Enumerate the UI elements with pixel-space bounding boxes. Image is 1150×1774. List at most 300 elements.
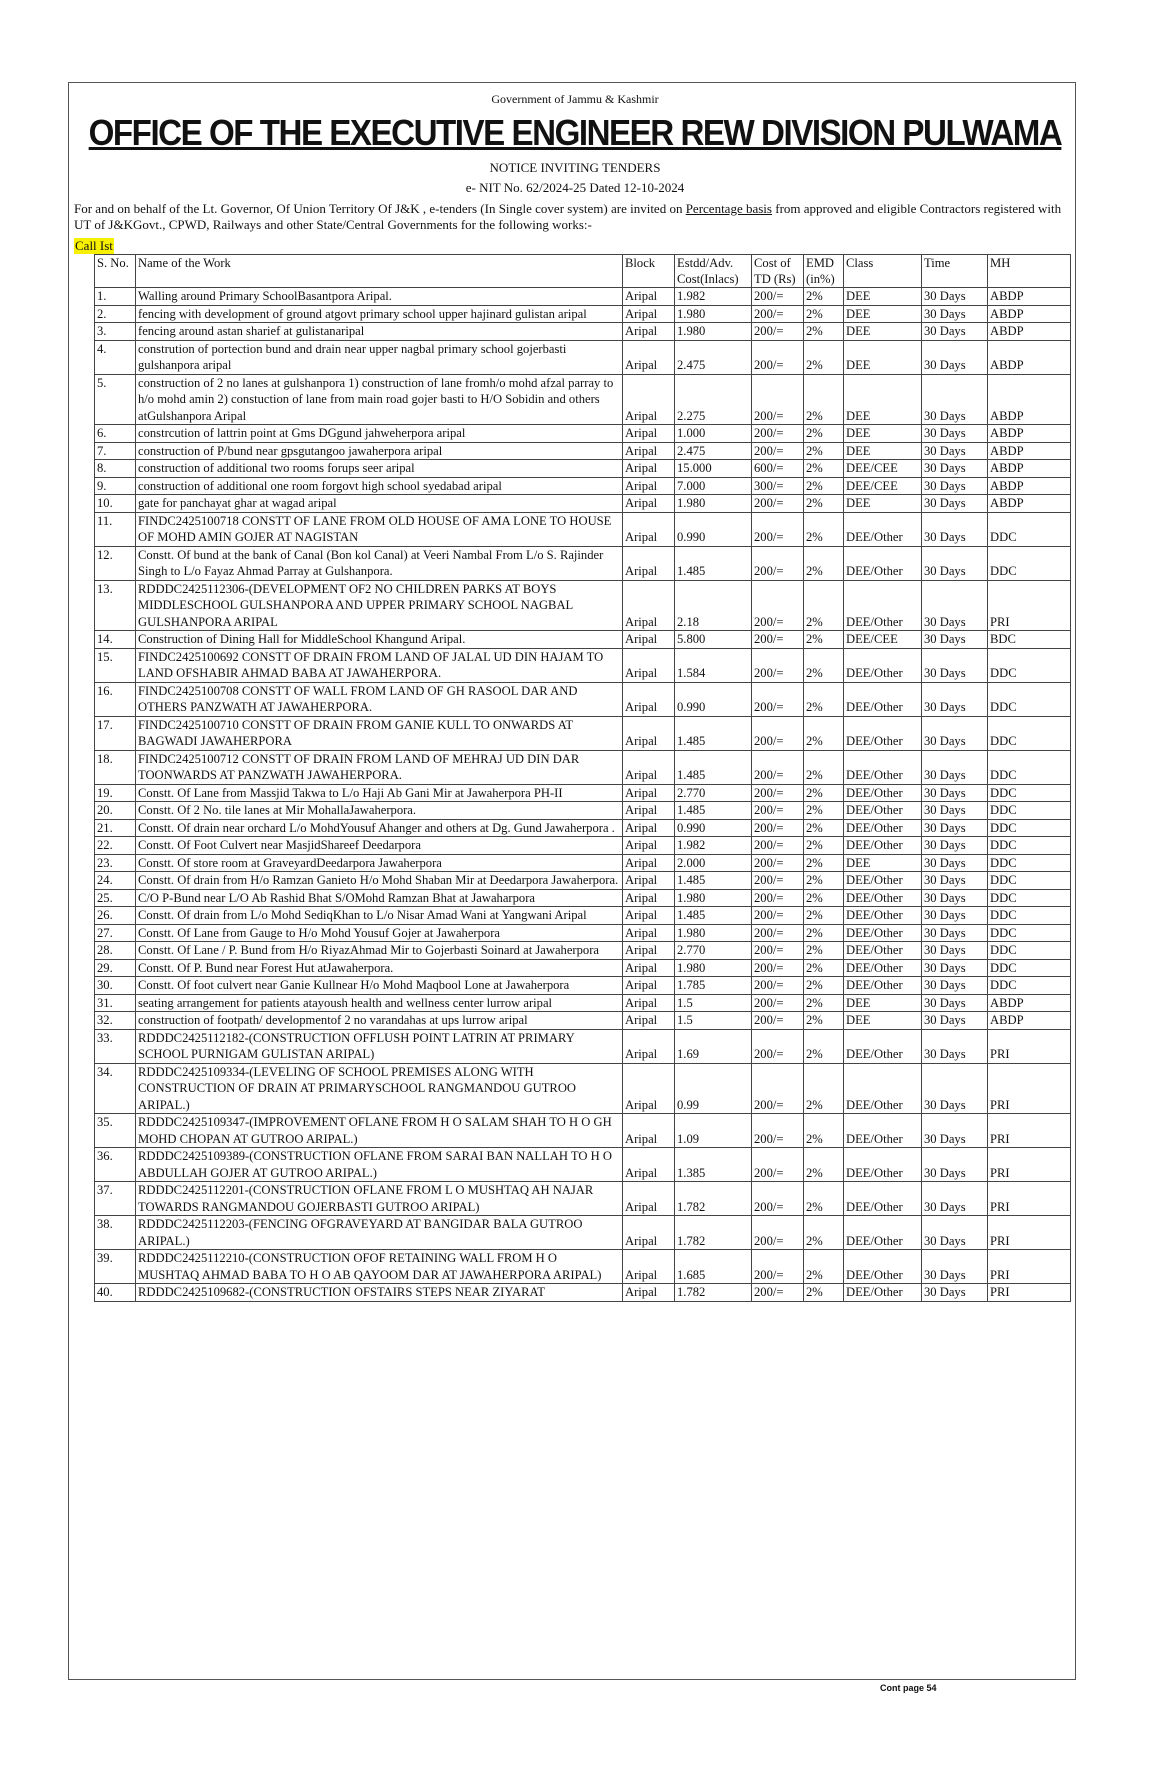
row-emd: 2% (804, 1216, 844, 1250)
row-time: 30 Days (922, 1114, 988, 1148)
row-cost: 2.000 (675, 854, 752, 872)
table-row (95, 994, 1071, 1012)
row-td: 200/= (752, 802, 804, 820)
row-time: 30 Days (922, 750, 988, 784)
row-time: 30 Days (922, 977, 988, 995)
row-mh: PRI (988, 1114, 1071, 1148)
row-class: DEE/Other (844, 924, 922, 942)
row-time: 30 Days (922, 924, 988, 942)
col-class: Class (844, 255, 922, 288)
percentage-basis: Percentage basis (685, 201, 772, 216)
row-sno: 4. (95, 340, 136, 374)
row-time: 30 Days (922, 907, 988, 925)
row-work: Constt. Of 2 No. tile lanes at Mir MohallaJawaherpora. (136, 802, 623, 820)
row-sno: 16. (95, 682, 136, 716)
row-td: 200/= (752, 837, 804, 855)
row-td: 200/= (752, 580, 804, 631)
row-td: 200/= (752, 512, 804, 546)
row-block: Aripal (623, 1063, 675, 1114)
row-sno: 8. (95, 460, 136, 478)
table-row (95, 442, 1071, 460)
row-block: Aripal (623, 942, 675, 960)
row-time: 30 Days (922, 889, 988, 907)
row-sno: 3. (95, 323, 136, 341)
row-emd: 2% (804, 1284, 844, 1302)
row-emd: 2% (804, 942, 844, 960)
table-row (95, 819, 1071, 837)
row-work: FINDC2425100708 CONSTT OF WALL FROM LAND OF GH RASOOL DAR AND OTHERS PANZWATH AT JAWAHERPORA. (136, 682, 623, 716)
row-cost: 1.980 (675, 495, 752, 513)
row-td: 300/= (752, 477, 804, 495)
row-mh: DDC (988, 854, 1071, 872)
notice-heading: NOTICE INVITING TENDERS (489, 160, 661, 175)
row-sno: 38. (95, 1216, 136, 1250)
table-row (95, 1148, 1071, 1182)
row-emd: 2% (804, 648, 844, 682)
row-cost: 1.980 (675, 924, 752, 942)
row-mh: DDC (988, 872, 1071, 890)
row-cost: 1.485 (675, 750, 752, 784)
row-mh: PRI (988, 1216, 1071, 1250)
row-class: DEE/Other (844, 1250, 922, 1284)
row-cost: 1.5 (675, 1012, 752, 1030)
row-class: DEE/CEE (844, 460, 922, 478)
row-block: Aripal (623, 425, 675, 443)
row-class: DEE/Other (844, 819, 922, 837)
row-work: RDDDC2425112201-(CONSTRUCTION OFLANE FROM L O MUSHTAQ AH NAJAR TOWARDS RANGMANDOU GOJERBASTI GUTROO ARIPAL) (136, 1182, 623, 1216)
row-cost: 1.980 (675, 323, 752, 341)
row-emd: 2% (804, 580, 844, 631)
row-mh: PRI (988, 1029, 1071, 1063)
row-emd: 2% (804, 802, 844, 820)
row-mh: DDC (988, 924, 1071, 942)
row-block: Aripal (623, 648, 675, 682)
row-td: 200/= (752, 994, 804, 1012)
nit-number: e- NIT No. 62/2024-25 Dated 12-10-2024 (465, 180, 685, 195)
row-work: Constt. Of bund at the bank of Canal (Bon kol Canal) at Veeri Nambal From L/o S. Rajinder Singh to L/o Fayaz Ahmad Parray at Gulshanpora. (136, 546, 623, 580)
row-class: DEE/Other (844, 907, 922, 925)
row-time: 30 Days (922, 837, 988, 855)
row-emd: 2% (804, 1012, 844, 1030)
government-line: Government of Jammu & Kashmir (491, 92, 659, 106)
row-cost: 1.485 (675, 716, 752, 750)
table-row (95, 1063, 1071, 1114)
row-work: FINDC2425100692 CONSTT OF DRAIN FROM LAND OF JALAL UD DIN HAJAM TO LAND OFSHABIR AHMAD BABA AT JAWAHERPORA. (136, 648, 623, 682)
row-class: DEE/CEE (844, 477, 922, 495)
office-title: OFFICE OF THE EXECUTIVE ENGINEER REW DIVISION PULWAMA (88, 112, 1062, 153)
works-table (94, 254, 1071, 1302)
row-mh: ABDP (988, 374, 1071, 425)
table-row (95, 425, 1071, 443)
row-class: DEE (844, 323, 922, 341)
row-work: Constt. Of drain from H/o Ramzan Ganieto H/o Mohd Shaban Mir at Deedarpora Jawaherpora. (136, 872, 623, 890)
row-time: 30 Days (922, 1148, 988, 1182)
row-cost: 0.990 (675, 819, 752, 837)
row-sno: 2. (95, 305, 136, 323)
row-emd: 2% (804, 994, 844, 1012)
row-td: 600/= (752, 460, 804, 478)
table-row (95, 716, 1071, 750)
row-class: DEE/Other (844, 1063, 922, 1114)
row-work: FINDC2425100710 CONSTT OF DRAIN FROM GANIE KULL TO ONWARDS AT BAGWADI JAWAHERPORA (136, 716, 623, 750)
row-emd: 2% (804, 977, 844, 995)
row-cost: 1.485 (675, 907, 752, 925)
row-mh: PRI (988, 1250, 1071, 1284)
row-work: construction of additional one room forgovt high school syedabad aripal (136, 477, 623, 495)
intro-text-2: from approved and eligible Contractors registered with UT of J&KGovt., CPWD, Railways and other State/Central Governments for the following works:- (74, 201, 1062, 232)
table-row (95, 1182, 1071, 1216)
row-work: Construction of Dining Hall for MiddleSchool Khangund Aripal. (136, 631, 623, 649)
row-block: Aripal (623, 1284, 675, 1302)
row-time: 30 Days (922, 682, 988, 716)
row-mh: PRI (988, 1063, 1071, 1114)
row-time: 30 Days (922, 546, 988, 580)
row-sno: 22. (95, 837, 136, 855)
table-row (95, 631, 1071, 649)
row-block: Aripal (623, 907, 675, 925)
row-class: DEE/Other (844, 648, 922, 682)
row-cost: 1.785 (675, 977, 752, 995)
row-mh: PRI (988, 580, 1071, 631)
row-time: 30 Days (922, 1012, 988, 1030)
row-block: Aripal (623, 631, 675, 649)
row-mh: DDC (988, 942, 1071, 960)
row-block: Aripal (623, 1012, 675, 1030)
row-mh: DDC (988, 648, 1071, 682)
row-time: 30 Days (922, 477, 988, 495)
col-time: Time (922, 255, 988, 288)
row-class: DEE (844, 854, 922, 872)
row-emd: 2% (804, 959, 844, 977)
table-row (95, 512, 1071, 546)
row-cost: 1.980 (675, 305, 752, 323)
table-row (95, 323, 1071, 341)
row-class: DEE/Other (844, 977, 922, 995)
row-mh: ABDP (988, 1012, 1071, 1030)
row-time: 30 Days (922, 959, 988, 977)
row-td: 200/= (752, 942, 804, 960)
row-cost: 15.000 (675, 460, 752, 478)
row-td: 200/= (752, 924, 804, 942)
row-time: 30 Days (922, 648, 988, 682)
row-block: Aripal (623, 994, 675, 1012)
row-class: DEE/Other (844, 750, 922, 784)
row-cost: 0.990 (675, 682, 752, 716)
row-cost: 2.475 (675, 442, 752, 460)
row-mh: DDC (988, 889, 1071, 907)
row-class: DEE/Other (844, 1148, 922, 1182)
row-sno: 21. (95, 819, 136, 837)
row-time: 30 Days (922, 1216, 988, 1250)
row-emd: 2% (804, 682, 844, 716)
row-block: Aripal (623, 959, 675, 977)
row-td: 200/= (752, 977, 804, 995)
row-work: RDDDC2425109389-(CONSTRUCTION OFLANE FROM SARAI BAN NALLAH TO H O ABDULLAH GOJER AT GUTROO ARIPAL.) (136, 1148, 623, 1182)
table-row (95, 305, 1071, 323)
row-sno: 36. (95, 1148, 136, 1182)
row-block: Aripal (623, 682, 675, 716)
row-mh: ABDP (988, 994, 1071, 1012)
row-td: 200/= (752, 648, 804, 682)
table-row (95, 1012, 1071, 1030)
row-block: Aripal (623, 323, 675, 341)
table-row (95, 288, 1071, 306)
table-row (95, 942, 1071, 960)
row-mh: DDC (988, 802, 1071, 820)
row-class: DEE/Other (844, 889, 922, 907)
row-work: construction of 2 no lanes at gulshanpora 1) construction of lane fromh/o mohd afzal parray to h/o mohd amin 2) constuction of lane from main road gojer basti to H/O Sobidin and others atGulshanpora Aripal (136, 374, 623, 425)
row-cost: 1.385 (675, 1148, 752, 1182)
row-block: Aripal (623, 1148, 675, 1182)
table-row (95, 374, 1071, 425)
row-work: construction of additional two rooms forups seer aripal (136, 460, 623, 478)
row-class: DEE/CEE (844, 631, 922, 649)
row-work: Constt. Of store room at GraveyardDeedarpora Jawaherpora (136, 854, 623, 872)
row-class: DEE/Other (844, 546, 922, 580)
row-block: Aripal (623, 802, 675, 820)
row-mh: DDC (988, 837, 1071, 855)
row-sno: 6. (95, 425, 136, 443)
table-row (95, 924, 1071, 942)
row-time: 30 Days (922, 340, 988, 374)
table-row (95, 977, 1071, 995)
row-work: Constt. Of foot culvert near Ganie Kullnear H/o Mohd Maqbool Lone at Jawaherpora (136, 977, 623, 995)
row-class: DEE (844, 340, 922, 374)
row-td: 200/= (752, 546, 804, 580)
row-time: 30 Days (922, 305, 988, 323)
row-class: DEE/Other (844, 802, 922, 820)
row-emd: 2% (804, 716, 844, 750)
table-row (95, 1284, 1071, 1302)
row-emd: 2% (804, 750, 844, 784)
row-mh: DDC (988, 907, 1071, 925)
row-block: Aripal (623, 546, 675, 580)
row-td: 200/= (752, 1114, 804, 1148)
row-emd: 2% (804, 460, 844, 478)
row-time: 30 Days (922, 512, 988, 546)
table-row (95, 1114, 1071, 1148)
row-time: 30 Days (922, 994, 988, 1012)
row-class: DEE/Other (844, 1216, 922, 1250)
row-sno: 11. (95, 512, 136, 546)
row-mh: PRI (988, 1148, 1071, 1182)
row-block: Aripal (623, 819, 675, 837)
row-block: Aripal (623, 837, 675, 855)
row-td: 200/= (752, 288, 804, 306)
row-cost: 1.584 (675, 648, 752, 682)
row-emd: 2% (804, 854, 844, 872)
row-block: Aripal (623, 340, 675, 374)
row-td: 200/= (752, 959, 804, 977)
row-mh: DDC (988, 546, 1071, 580)
row-mh: ABDP (988, 425, 1071, 443)
table-row (95, 802, 1071, 820)
row-emd: 2% (804, 907, 844, 925)
row-time: 30 Days (922, 942, 988, 960)
row-td: 200/= (752, 631, 804, 649)
row-td: 200/= (752, 323, 804, 341)
works-table-body (95, 288, 1071, 1302)
row-time: 30 Days (922, 495, 988, 513)
row-td: 200/= (752, 682, 804, 716)
row-cost: 2.770 (675, 942, 752, 960)
table-row (95, 340, 1071, 374)
row-work: Constt. Of Foot Culvert near MasjidShareef Deedarpora (136, 837, 623, 855)
row-sno: 15. (95, 648, 136, 682)
row-td: 200/= (752, 374, 804, 425)
table-row (95, 889, 1071, 907)
row-sno: 10. (95, 495, 136, 513)
row-block: Aripal (623, 977, 675, 995)
row-class: DEE/Other (844, 580, 922, 631)
row-td: 200/= (752, 425, 804, 443)
row-td: 200/= (752, 1063, 804, 1114)
row-td: 200/= (752, 305, 804, 323)
row-mh: DDC (988, 716, 1071, 750)
row-emd: 2% (804, 546, 844, 580)
col-work: Name of the Work (136, 255, 623, 288)
row-emd: 2% (804, 631, 844, 649)
row-sno: 9. (95, 477, 136, 495)
row-emd: 2% (804, 425, 844, 443)
row-sno: 5. (95, 374, 136, 425)
row-class: DEE (844, 305, 922, 323)
row-class: DEE/Other (844, 959, 922, 977)
row-mh: ABDP (988, 323, 1071, 341)
row-time: 30 Days (922, 1029, 988, 1063)
col-td: Cost of TD (Rs) (752, 255, 804, 288)
row-block: Aripal (623, 889, 675, 907)
row-work: Walling around Primary SchoolBasantpora Aripal. (136, 288, 623, 306)
col-sno: S. No. (95, 255, 136, 288)
row-td: 200/= (752, 1029, 804, 1063)
row-sno: 37. (95, 1182, 136, 1216)
row-sno: 13. (95, 580, 136, 631)
row-time: 30 Days (922, 802, 988, 820)
row-class: DEE/Other (844, 1182, 922, 1216)
table-row (95, 682, 1071, 716)
row-work: RDDDC2425112182-(CONSTRUCTION OFFLUSH POINT LATRIN AT PRIMARY SCHOOL PURNIGAM GULISTAN ARIPAL) (136, 1029, 623, 1063)
row-work: Constt. Of Lane from Massjid Takwa to L/o Haji Ab Gani Mir at Jawaherpora PH-II (136, 784, 623, 802)
row-sno: 31. (95, 994, 136, 1012)
call-label: Call Ist (75, 238, 113, 253)
row-class: DEE (844, 994, 922, 1012)
row-sno: 35. (95, 1114, 136, 1148)
row-mh: PRI (988, 1182, 1071, 1216)
row-emd: 2% (804, 495, 844, 513)
row-sno: 28. (95, 942, 136, 960)
col-block: Block (623, 255, 675, 288)
row-class: DEE (844, 442, 922, 460)
row-block: Aripal (623, 1114, 675, 1148)
row-mh: ABDP (988, 460, 1071, 478)
table-row (95, 1029, 1071, 1063)
row-work: Constt. Of Lane / P. Bund from H/o RiyazAhmad Mir to Gojerbasti Soinard at Jawaherpora (136, 942, 623, 960)
row-sno: 34. (95, 1063, 136, 1114)
row-cost: 1.685 (675, 1250, 752, 1284)
row-block: Aripal (623, 1250, 675, 1284)
table-row (95, 907, 1071, 925)
row-td: 200/= (752, 1012, 804, 1030)
continued-note: Cont page 54 (880, 1683, 937, 1693)
table-row (95, 546, 1071, 580)
row-work: RDDDC2425109347-(IMPROVEMENT OFLANE FROM H O SALAM SHAH TO H O GH MOHD CHOPAN AT GUTROO ARIPAL.) (136, 1114, 623, 1148)
row-time: 30 Days (922, 819, 988, 837)
row-sno: 32. (95, 1012, 136, 1030)
row-sno: 30. (95, 977, 136, 995)
row-time: 30 Days (922, 1250, 988, 1284)
row-block: Aripal (623, 460, 675, 478)
row-cost: 1.485 (675, 802, 752, 820)
intro-text-1: For and on behalf of the Lt. Governor, Of Union Territory Of J&K , e-tenders (In Single cover system) are invited on (74, 201, 686, 216)
row-sno: 40. (95, 1284, 136, 1302)
table-row (95, 1250, 1071, 1284)
row-work: FINDC2425100712 CONSTT OF DRAIN FROM LAND OF MEHRAJ UD DIN DAR TOONWARDS AT PANZWATH JAWAHERPORA. (136, 750, 623, 784)
row-sno: 27. (95, 924, 136, 942)
row-td: 200/= (752, 716, 804, 750)
row-cost: 1.69 (675, 1029, 752, 1063)
row-emd: 2% (804, 442, 844, 460)
row-td: 200/= (752, 854, 804, 872)
row-cost: 5.800 (675, 631, 752, 649)
row-sno: 39. (95, 1250, 136, 1284)
row-cost: 1.982 (675, 837, 752, 855)
row-td: 200/= (752, 907, 804, 925)
row-mh: DDC (988, 784, 1071, 802)
row-block: Aripal (623, 1216, 675, 1250)
row-work: fencing around astan sharief at gulistanaripal (136, 323, 623, 341)
table-row (95, 872, 1071, 890)
table-row (95, 477, 1071, 495)
row-mh: DDC (988, 959, 1071, 977)
row-emd: 2% (804, 819, 844, 837)
row-sno: 20. (95, 802, 136, 820)
row-cost: 2.475 (675, 340, 752, 374)
row-work: fencing with development of ground atgovt primary school upper hajinard gulistan aripal (136, 305, 623, 323)
row-sno: 17. (95, 716, 136, 750)
row-work: Constt. Of drain from L/o Mohd SediqKhan to L/o Nisar Amad Wani at Yangwani Aripal (136, 907, 623, 925)
row-block: Aripal (623, 477, 675, 495)
col-mh: MH (988, 255, 1071, 288)
row-td: 200/= (752, 1284, 804, 1302)
row-class: DEE (844, 1012, 922, 1030)
row-work: constrcution of lattrin point at Gms DGgund jahweherpora aripal (136, 425, 623, 443)
row-time: 30 Days (922, 425, 988, 443)
row-cost: 1.782 (675, 1182, 752, 1216)
row-time: 30 Days (922, 631, 988, 649)
row-td: 200/= (752, 819, 804, 837)
row-class: DEE/Other (844, 1029, 922, 1063)
row-work: RDDDC2425112306-(DEVELOPMENT OF2 NO CHILDREN PARKS AT BOYS MIDDLESCHOOL GULSHANPORA AND UPPER PRIMARY SCHOOL NAGBAL GULSHANPORA ARIPAL (136, 580, 623, 631)
row-emd: 2% (804, 889, 844, 907)
row-mh: ABDP (988, 340, 1071, 374)
row-cost: 1.485 (675, 872, 752, 890)
row-emd: 2% (804, 1114, 844, 1148)
row-cost: 1.09 (675, 1114, 752, 1148)
row-td: 200/= (752, 495, 804, 513)
row-cost: 1.485 (675, 546, 752, 580)
table-row (95, 750, 1071, 784)
row-cost: 1.5 (675, 994, 752, 1012)
row-mh: ABDP (988, 495, 1071, 513)
row-mh: DDC (988, 750, 1071, 784)
intro-paragraph (74, 201, 1069, 233)
row-block: Aripal (623, 716, 675, 750)
row-cost: 2.770 (675, 784, 752, 802)
row-mh: DDC (988, 977, 1071, 995)
row-time: 30 Days (922, 854, 988, 872)
row-block: Aripal (623, 495, 675, 513)
